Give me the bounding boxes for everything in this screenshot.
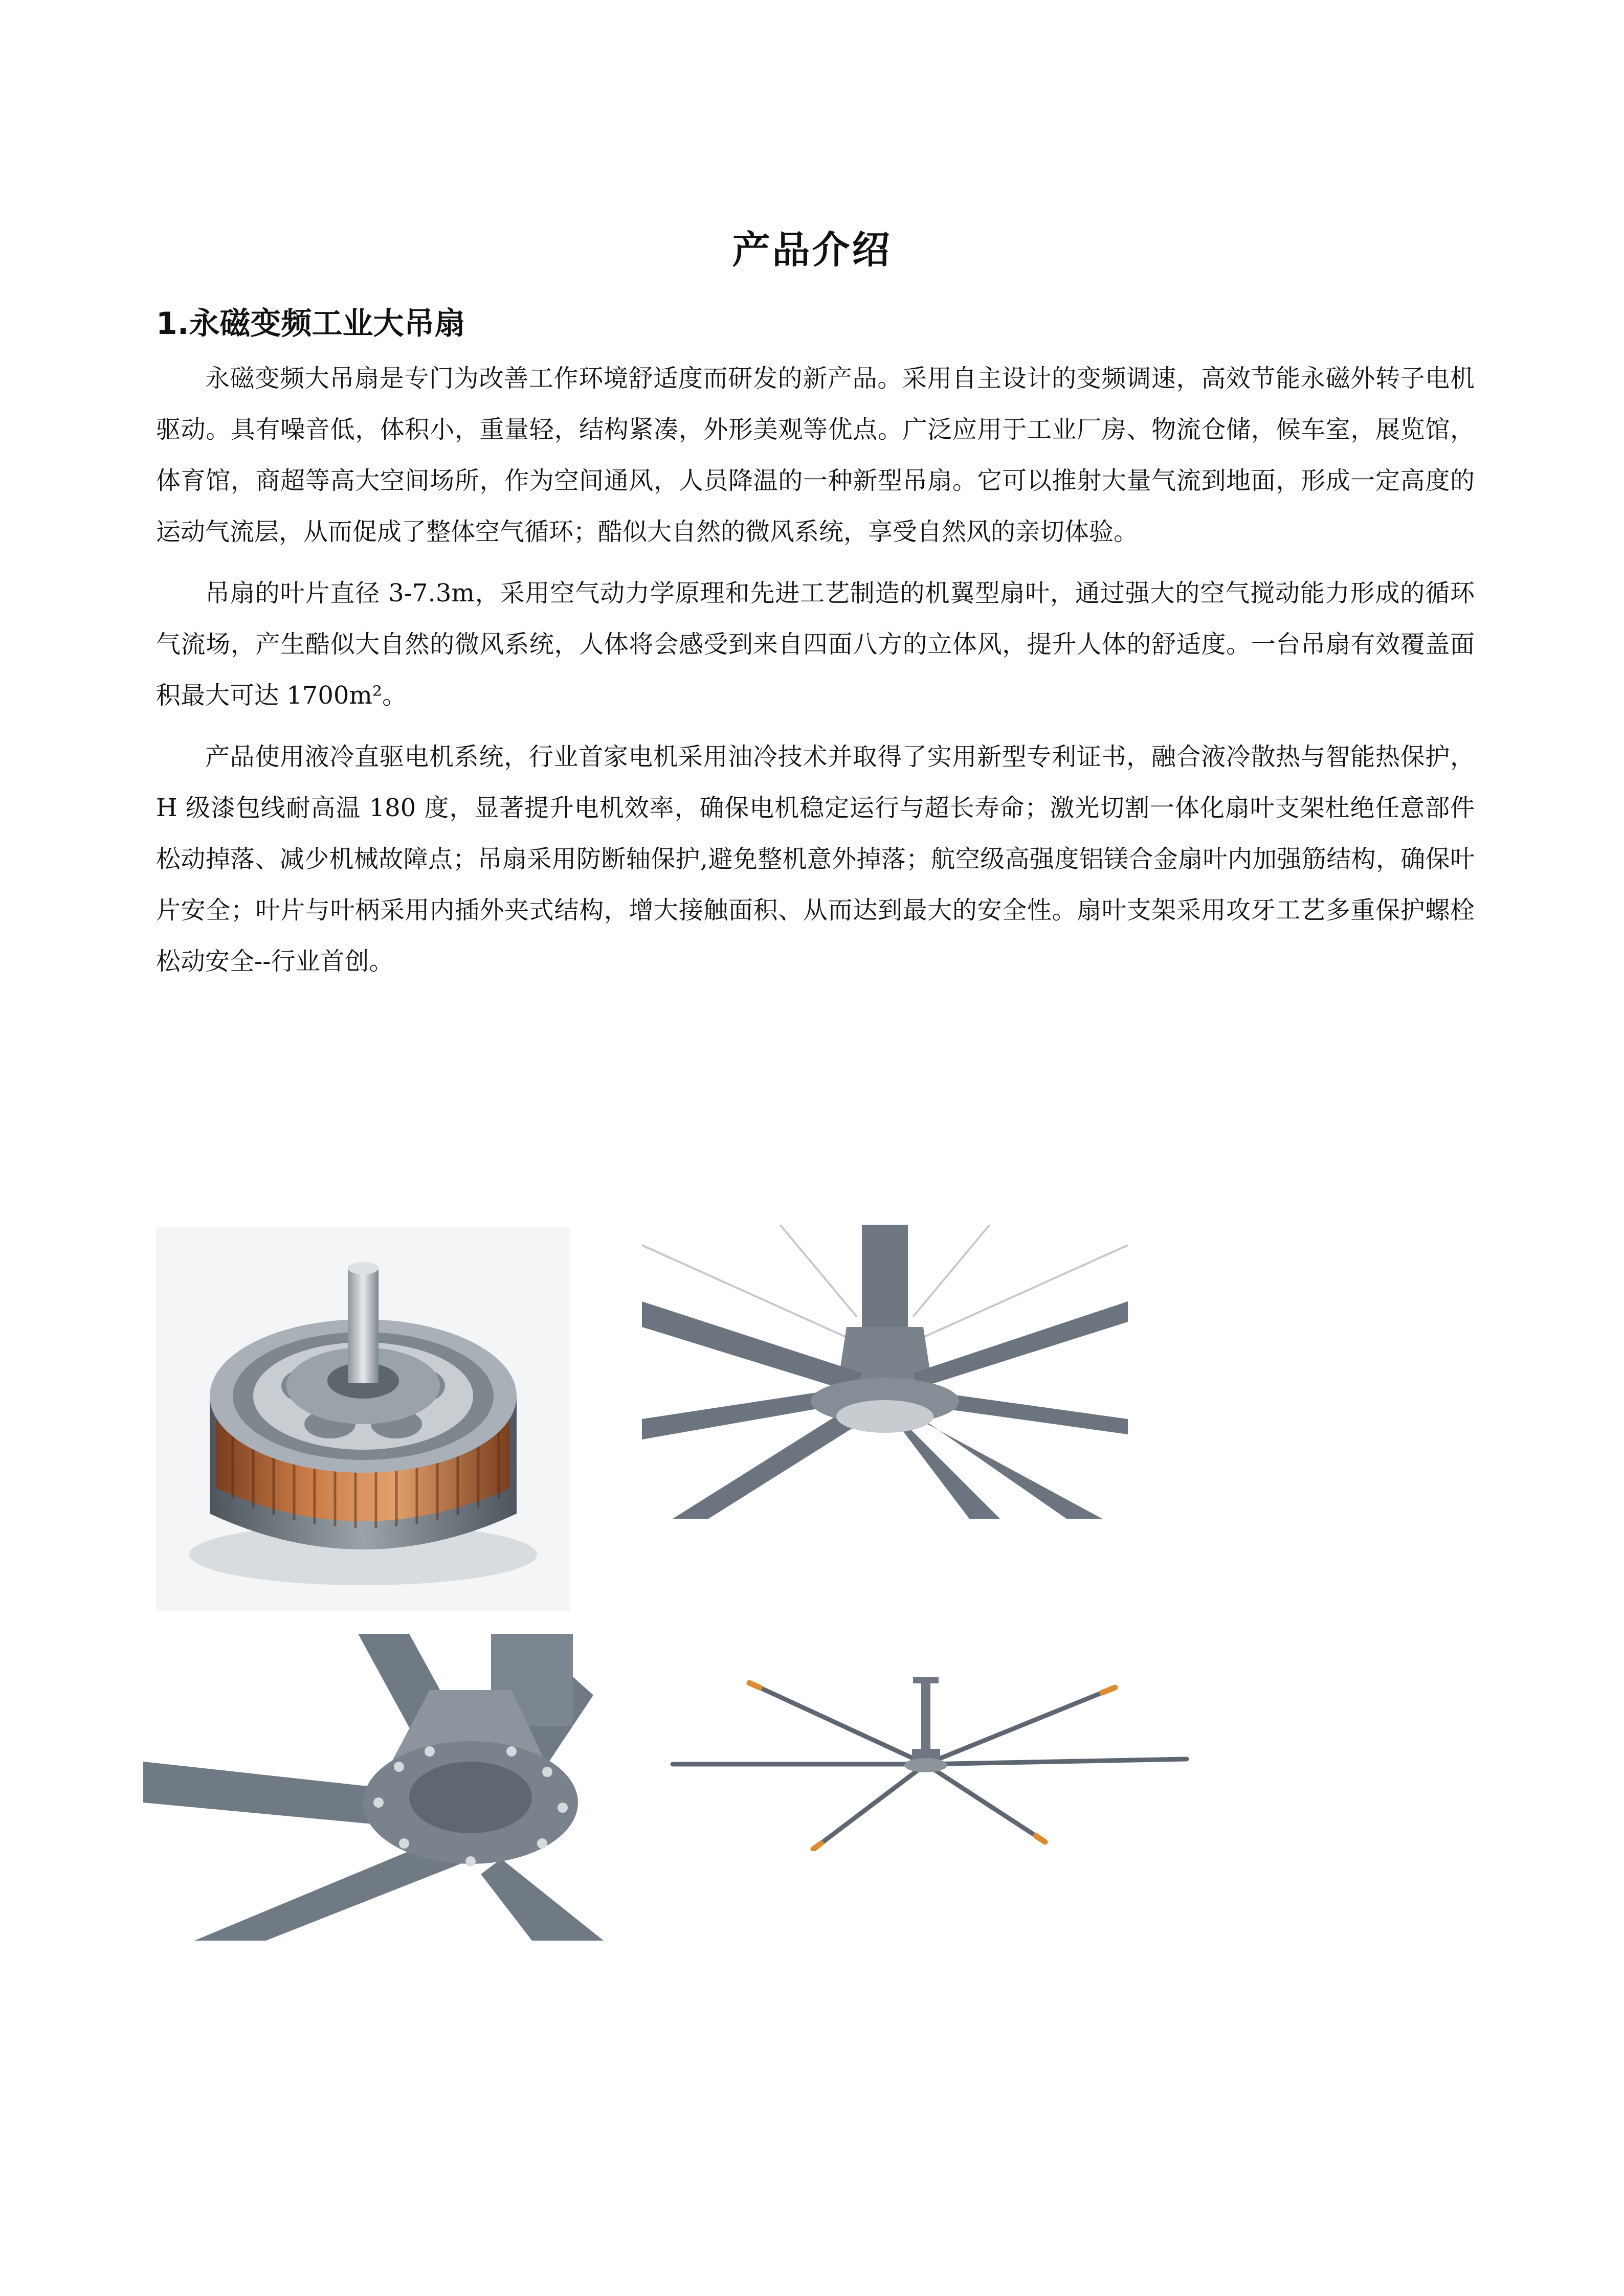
mount-center [409, 1762, 532, 1833]
motor-vent [836, 1400, 933, 1433]
paragraph-intro: 永磁变频大吊扇是专门为改善工作环境舒适度而研发的新产品。采用自主设计的变频调速，高效节能永磁外转子电机驱动。具有噪音低，体积小，重量轻，结构紧凑，外形美观等优点。广泛应用于工业厂房、物流仓储，候车室，展览馆，体育馆，商超等高大空间场所，作为空间通风，人员降温的一种新型吊扇。它可以推射大量气流到地面，形成一定高度的运动气流层，从而促成了整体空气循环；酷似大自然的微风系统，享受自然风的亲切体验。 [156, 364, 1475, 546]
full-fan-motor [904, 1758, 947, 1772]
fan-down-rod [921, 1683, 930, 1750]
ceiling-mount [913, 1677, 939, 1683]
down-rod [862, 1225, 908, 1337]
full-fan-image [668, 1677, 1192, 1851]
paragraph-motor-safety: 产品使用液冷直驱电机系统，行业首家电机采用油冷技术并取得了实用新型专利证书，融合液冷散热与智能热保护，H 级漆包线耐高温 180 度，显著提升电机效率，确保电机稳定运行与超长寿命；激光切割一体化扇叶支架杜绝任意部件松动掉落、减少机械故障点；吊扇采用防断轴保护,避免整机意外掉落；航空级高强度铝镁合金扇叶内加强筋结构，确保叶片安全；叶片与叶柄采用内插外夹式结构，增大接触面积、从而达到最大的安全性。扇叶支架采用攻牙工艺多重保护螺栓松动安全--行业首创。 [156, 742, 1475, 976]
paragraph-blades: 吊扇的叶片直径 3-7.3m，采用空气动力学原理和先进工艺制造的机翼型扇叶，通过强大的空气搅动能力形成的循环气流场，产生酷似大自然的微风系统，人体将会感受到来自四面八方的立体风，提升人体的舒适度。一台吊扇有效覆盖面积最大可达 1700m²。 [156, 579, 1475, 710]
section-heading: 1.永磁变频工业大吊扇 [156, 306, 465, 342]
fan-hub-illustration [642, 1225, 1128, 1519]
page-title: 产品介绍 [732, 228, 892, 272]
full-fan-illustration [668, 1677, 1192, 1851]
motor-image [156, 1227, 570, 1611]
body-text [156, 353, 1475, 997]
blade-mount-image [143, 1634, 609, 1941]
fan-hub-image [642, 1225, 1128, 1519]
motor-shaft [348, 1268, 379, 1383]
motor-illustration [156, 1227, 570, 1611]
shaft-top [348, 1262, 379, 1274]
blade-mount-illustration [143, 1634, 609, 1941]
